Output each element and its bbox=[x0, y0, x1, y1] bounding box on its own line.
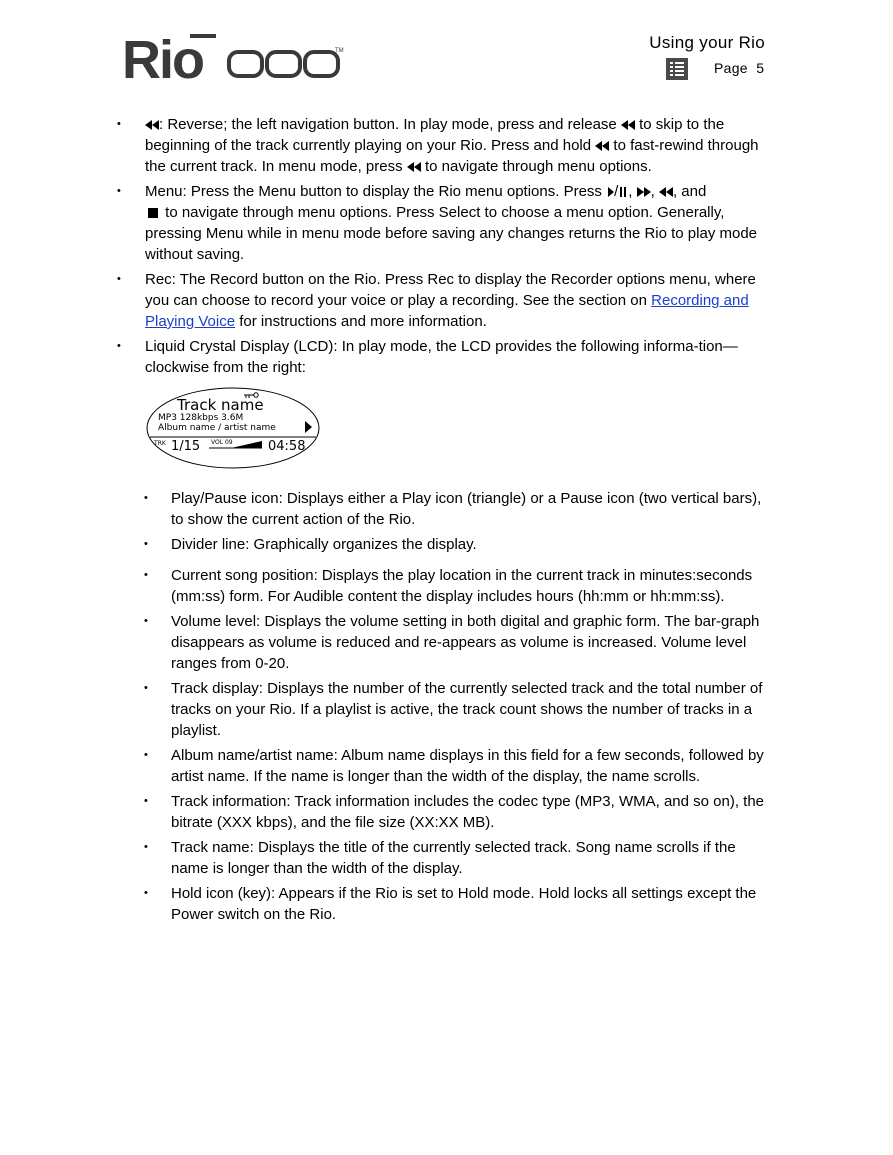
lcd-track-info: MP3 128kbps 3.6M bbox=[158, 413, 244, 423]
list-item: • Divider line: Graphically organizes the display. bbox=[141, 534, 775, 555]
svg-text:Rio: Rio bbox=[122, 30, 203, 84]
svg-text:TM: TM bbox=[335, 48, 344, 54]
lcd-legend-list bbox=[115, 488, 775, 925]
list-item: • Hold icon (key): Appears if the Rio is set to Hold mode. Hold locks all settings except the Power switch on the Rio. bbox=[141, 883, 775, 925]
button-list bbox=[115, 114, 775, 378]
lcd-diagram bbox=[145, 386, 321, 470]
list-item: • Volume level: Displays the volume setting in both digital and graphic form. The bar-graph disappears as volume is reduced and re-appears as volume is increased. Volume level ranges from 0-20. bbox=[141, 611, 775, 674]
rewind-icon bbox=[145, 120, 159, 130]
rewind-icon bbox=[659, 187, 673, 197]
list-item: • Play/Pause icon: Displays either a Play icon (triangle) or a Pause icon (two vertical bars), to show the current action of the Rio. bbox=[141, 488, 775, 530]
list-item: • Current song position: Displays the play location in the current track in minutes:seconds (mm:ss) form. For Audible content the display includes hours (hh:mm or hh:mm:ss). bbox=[141, 565, 775, 607]
rewind-icon bbox=[407, 162, 421, 172]
pause-icon bbox=[618, 187, 628, 197]
lcd-track-count: 1/15 bbox=[171, 439, 201, 454]
list-item: • Album name/artist name: Album name displays in this field for a few seconds, followed by artist name. If the name is longer than the width of the display, the name scrolls. bbox=[141, 745, 775, 787]
play-icon bbox=[606, 187, 614, 197]
page-label: Page bbox=[714, 60, 748, 76]
recording-voice-link[interactable]: Recording and Playing Voice bbox=[145, 292, 749, 330]
list-item: • Track display: Displays the number of the currently selected track and the total number of tracks on your Rio. If a playlist is active, the track count shows the number of tracks in a playlist. bbox=[141, 678, 775, 741]
section-title: Using your Rio bbox=[649, 33, 765, 52]
lcd-track-name: Track name bbox=[177, 396, 264, 414]
lcd-trk-label: TRK bbox=[154, 440, 166, 447]
list-item: • Track name: Displays the title of the currently selected track. Song name scrolls if the name is longer than the width of the display. bbox=[141, 837, 775, 879]
list-item-lcd: • Liquid Crystal Display (LCD): In play mode, the LCD provides the following informa-tion—clockwise from the right: bbox=[115, 336, 775, 378]
rewind-icon bbox=[595, 141, 609, 151]
lcd-vol-label: VOL 09 bbox=[211, 439, 233, 446]
lcd-album-artist: Album name / artist name bbox=[158, 423, 276, 433]
page-content bbox=[115, 114, 775, 929]
list-item-menu: • Menu: Press the Menu button to display the Rio menu options. Press / , , , and to navigate through menu options. Press Select to choose a menu option. Generally, pressing Menu while in menu mode before saving any changes returns the Rio to play mode without saving. bbox=[115, 181, 775, 265]
list-item-rec: • Rec: The Record button on the Rio. Press Rec to display the Recorder options menu, where you can choose to record your voice or play a recording. See the section on Recording and Playing Voice for instructions and more information. bbox=[115, 269, 775, 332]
table-of-contents-icon[interactable] bbox=[666, 58, 688, 80]
lcd-time: 04:58 bbox=[268, 439, 306, 454]
list-item-reverse: • : Reverse; the left navigation button. In play mode, press and release to skip to the beginning of the track currently playing on your Rio. Press and hold to fast-rewind through the current track. In menu mode, press to navigate through menu options. bbox=[115, 114, 775, 177]
rio800-logo bbox=[122, 30, 344, 84]
rewind-icon bbox=[621, 120, 635, 130]
page-value: 5 bbox=[756, 60, 765, 76]
list-item: • Track information: Track information includes the codec type (MP3, WMA, and so on), the bitrate (XXX kbps), and the file size (XX:XX MB). bbox=[141, 791, 775, 833]
fast-forward-icon bbox=[637, 187, 651, 197]
page-number bbox=[714, 60, 764, 76]
stop-icon bbox=[145, 208, 161, 218]
